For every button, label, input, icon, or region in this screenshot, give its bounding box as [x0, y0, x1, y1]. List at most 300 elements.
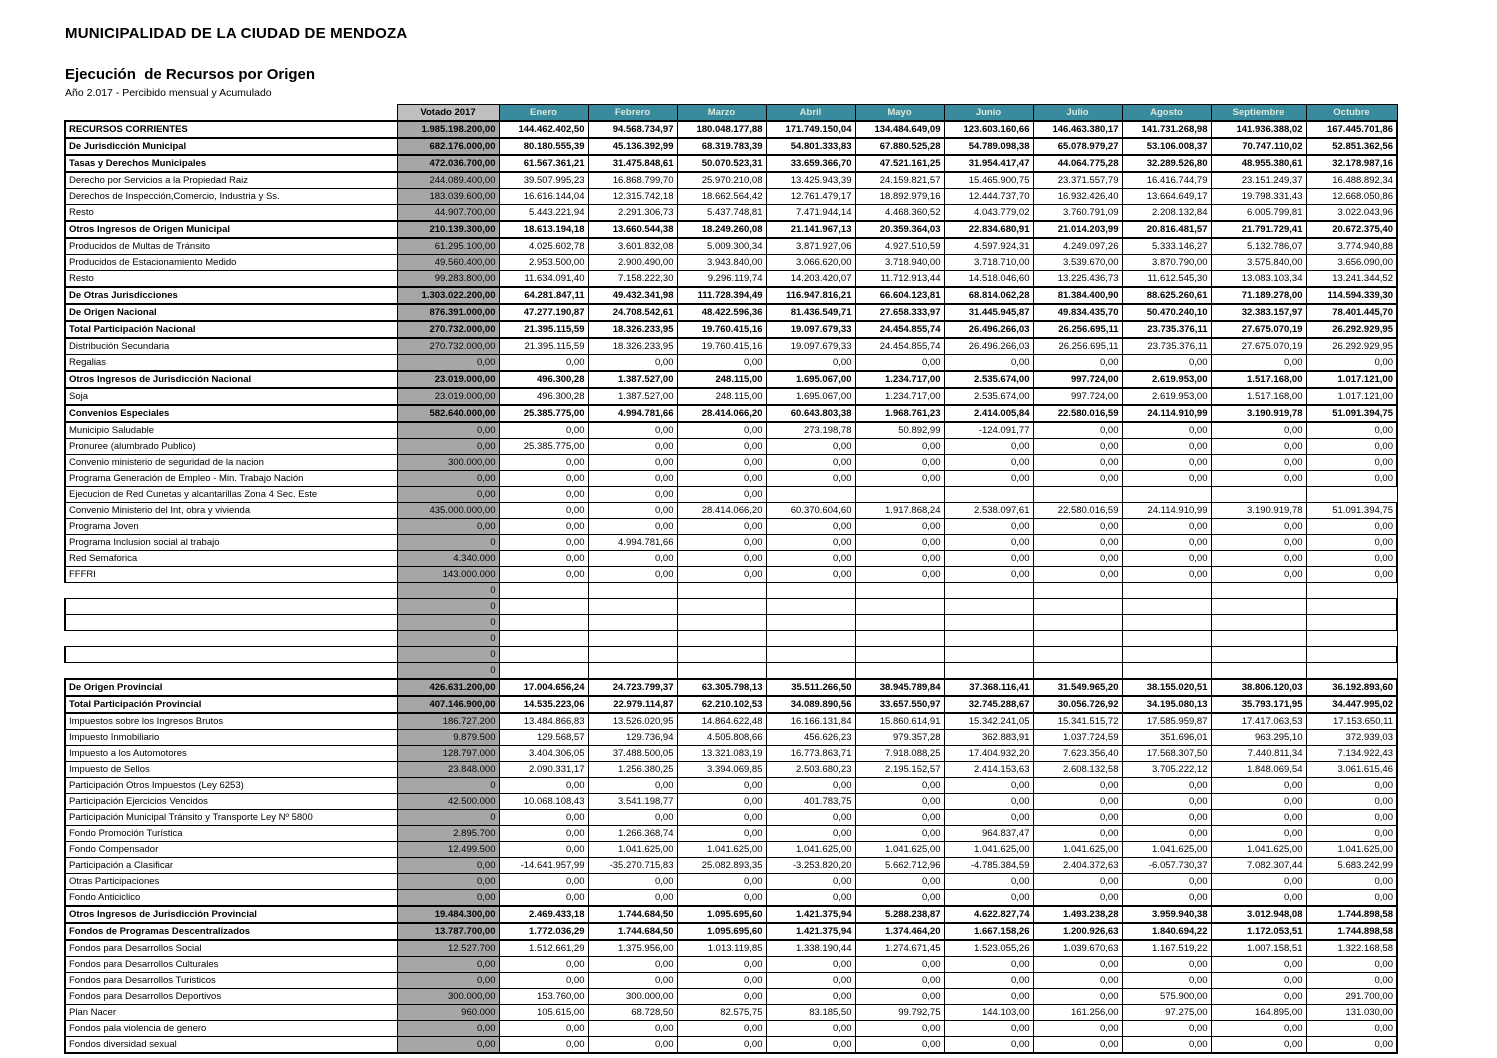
month-cell: 0,00 [766, 973, 855, 989]
month-cell: 0,00 [1306, 551, 1397, 567]
month-cell: 39.507.995,23 [499, 172, 588, 189]
month-cell: 5.437.748,81 [677, 205, 766, 222]
month-cell: 13.241.344,52 [1306, 271, 1397, 288]
month-cell: 1.517.168,00 [1211, 371, 1306, 388]
month-cell: 18.326.233,95 [588, 338, 677, 355]
month-cell: 3.190.919,78 [1211, 405, 1306, 422]
row-label: Derechos de Inspección,Comercio, Industria y Ss. [65, 189, 397, 205]
month-cell: 456.626,23 [766, 730, 855, 746]
month-cell: 0,00 [1306, 874, 1397, 890]
month-cell [1033, 487, 1122, 503]
month-cell [1033, 631, 1122, 647]
month-cell: 0,00 [1306, 355, 1397, 372]
table-row [65, 271, 1397, 288]
month-cell: 3.774.940,88 [1306, 238, 1397, 255]
month-cell: 24.723.799,37 [588, 679, 677, 696]
month-cell [1306, 647, 1397, 663]
month-cell: 23.371.557,79 [1033, 172, 1122, 189]
month-cell: 19.798.331,43 [1211, 189, 1306, 205]
month-cell: 0,00 [1122, 471, 1211, 487]
month-cell: 2.535.674,00 [944, 371, 1033, 388]
month-cell: 3.870.790,00 [1122, 255, 1211, 271]
month-cell: 0,00 [677, 778, 766, 794]
month-cell [1211, 631, 1306, 647]
month-cell [766, 647, 855, 663]
row-label: De Origen Provincial [65, 679, 397, 696]
table-row [65, 551, 1397, 567]
month-cell [944, 487, 1033, 503]
votado-cell: 582.640.000,00 [397, 405, 499, 422]
month-cell: 0,00 [855, 874, 944, 890]
month-cell: 0,00 [1033, 957, 1122, 973]
table-row [65, 858, 1397, 874]
votado-cell: 0,00 [397, 487, 499, 503]
month-cell: 3.718.940,00 [855, 255, 944, 271]
row-label: Pronuree (alumbrado Publico) [65, 439, 397, 455]
row-label: Derecho por Servicios a la Propiedad Raiz [65, 172, 397, 189]
month-cell: 0,00 [855, 535, 944, 551]
section-row [65, 155, 1397, 172]
month-cell: 0,00 [1033, 471, 1122, 487]
month-cell [766, 631, 855, 647]
row-label: De Jurisdicción Municipal [65, 138, 397, 155]
month-cell: 1.375.956,00 [588, 940, 677, 957]
month-cell: 0,00 [1033, 1021, 1122, 1037]
month-cell: 32.178.987,16 [1306, 155, 1397, 172]
month-cell [588, 599, 677, 615]
row-label: Resto [65, 205, 397, 222]
month-cell: 14.864.622,48 [677, 713, 766, 730]
month-cell: 0,00 [588, 519, 677, 535]
month-cell: 0,00 [1122, 1021, 1211, 1037]
month-cell: 17.004.656,24 [499, 679, 588, 696]
votado-cell: 12.527.700 [397, 940, 499, 957]
month-cell: 0,00 [499, 535, 588, 551]
month-cell [1122, 487, 1211, 503]
month-cell: 0,00 [855, 439, 944, 455]
table-row [65, 205, 1397, 222]
month-cell: 9.296.119,74 [677, 271, 766, 288]
month-cell: 3.871.927,06 [766, 238, 855, 255]
month-cell: 63.305.798,13 [677, 679, 766, 696]
section-row [65, 696, 1397, 713]
month-cell: 0,00 [944, 810, 1033, 826]
month-cell: 0,00 [855, 471, 944, 487]
month-cell: 11.634.091,40 [499, 271, 588, 288]
month-cell: 3.190.919,78 [1211, 503, 1306, 519]
month-cell: 0,00 [1211, 778, 1306, 794]
row-label: Impuesto Inmobiliario [65, 730, 397, 746]
month-cell: 2.414.005,84 [944, 405, 1033, 422]
month-cell: 64.281.847,11 [499, 287, 588, 304]
votado-cell: 876.391.000,00 [397, 304, 499, 321]
month-cell: 50.892,99 [855, 422, 944, 439]
month-cell: 13.660.544,38 [588, 221, 677, 238]
month-cell: 0,00 [499, 957, 588, 973]
month-cell: 1.041.625,00 [1033, 842, 1122, 858]
votado-cell: 0,00 [397, 858, 499, 874]
table-row [65, 826, 1397, 842]
month-cell: 3.012.948,08 [1211, 906, 1306, 923]
table-row [65, 730, 1397, 746]
month-cell: 111.728.394,49 [677, 287, 766, 304]
month-cell: 0,00 [588, 487, 677, 503]
month-cell [1122, 631, 1211, 647]
section-row [65, 138, 1397, 155]
month-cell: 82.575,75 [677, 1005, 766, 1021]
month-cell: 4.468.360,52 [855, 205, 944, 222]
column-header-row [65, 105, 1397, 122]
votado-cell: 270.732.000,00 [397, 338, 499, 355]
empty-row [65, 615, 1397, 631]
month-cell: 34.447.995,02 [1306, 696, 1397, 713]
month-cell: 25.082.893,35 [677, 858, 766, 874]
month-cell: 4.927.510,59 [855, 238, 944, 255]
month-cell: -6.057.730,37 [1122, 858, 1211, 874]
month-cell: 1.840.694,22 [1122, 923, 1211, 940]
votado-cell: 0,00 [397, 471, 499, 487]
month-cell: 0,00 [1122, 778, 1211, 794]
month-cell [588, 631, 677, 647]
month-cell: 1.041.625,00 [1306, 842, 1397, 858]
table-row [65, 940, 1397, 957]
table-row [65, 1037, 1397, 1054]
month-cell: 17.568.307,50 [1122, 746, 1211, 762]
month-cell: 13.425.943,39 [766, 172, 855, 189]
month-cell: 575.900,00 [1122, 989, 1211, 1005]
votado-cell: 9.879.500 [397, 730, 499, 746]
month-cell: 0,00 [1306, 973, 1397, 989]
month-cell: 0,00 [855, 973, 944, 989]
month-cell: 13.484.866,83 [499, 713, 588, 730]
table-row [65, 255, 1397, 271]
month-cell: 19.097.679,33 [766, 338, 855, 355]
month-cell: 0,00 [944, 973, 1033, 989]
month-cell: 0,00 [1306, 519, 1397, 535]
month-cell: 0,00 [1306, 826, 1397, 842]
month-cell: 0,00 [677, 794, 766, 810]
row-label: Total Participación Provincial [65, 696, 397, 713]
month-cell: 1.338.190,44 [766, 940, 855, 957]
month-cell: 0,00 [677, 890, 766, 907]
page-subtitle: Año 2.017 - Percibido mensual y Acumulado [65, 87, 272, 99]
table-row [65, 810, 1397, 826]
month-cell [1033, 583, 1122, 599]
month-cell: 1.234.717,00 [855, 371, 944, 388]
month-cell: 997.724,00 [1033, 371, 1122, 388]
votado-cell: 0 [397, 663, 499, 680]
month-cell: 161.256,00 [1033, 1005, 1122, 1021]
month-cell: 35.793.171,95 [1211, 696, 1306, 713]
votado-cell: 300.000,00 [397, 989, 499, 1005]
month-cell: 23.151.249,37 [1211, 172, 1306, 189]
month-cell: 0,00 [1033, 778, 1122, 794]
month-cell: 1.167.519,22 [1122, 940, 1211, 957]
month-cell: 0,00 [1122, 551, 1211, 567]
month-cell: 123.603.160,66 [944, 121, 1033, 138]
votado-cell: 0,00 [397, 890, 499, 907]
month-cell: 0,00 [1122, 826, 1211, 842]
month-cell: 37.488.500,05 [588, 746, 677, 762]
month-cell: 0,00 [588, 1037, 677, 1054]
month-cell: 1.848.069,54 [1211, 762, 1306, 778]
month-cell: 0,00 [1122, 874, 1211, 890]
month-cell: 1.387.527,00 [588, 371, 677, 388]
month-cell: 4.025.602,78 [499, 238, 588, 255]
month-cell: 1.172.053,51 [1211, 923, 1306, 940]
month-cell: 44.064.775,28 [1033, 155, 1122, 172]
month-cell: 97.275,00 [1122, 1005, 1211, 1021]
row-label: Fondo Compensador [65, 842, 397, 858]
month-cell [766, 487, 855, 503]
month-cell: 0,00 [499, 810, 588, 826]
table-row [65, 989, 1397, 1005]
month-cell: 0,00 [1211, 455, 1306, 471]
month-cell: 0,00 [1122, 794, 1211, 810]
month-cell: 0,00 [1122, 519, 1211, 535]
month-cell: 0,00 [855, 810, 944, 826]
votado-cell: 0,00 [397, 1021, 499, 1037]
month-cell: 15.342.241,05 [944, 713, 1033, 730]
month-cell: 25.385.775,00 [499, 405, 588, 422]
row-label: Plan Nacer [65, 1005, 397, 1021]
month-cell: 0,00 [766, 455, 855, 471]
month-cell: 21.014.203,99 [1033, 221, 1122, 238]
month-cell: 0,00 [944, 778, 1033, 794]
month-cell: 0,00 [766, 439, 855, 455]
votado-cell: 19.484.300,00 [397, 906, 499, 923]
month-cell: 34.195.080,13 [1122, 696, 1211, 713]
month-cell: 21.395.115,59 [499, 321, 588, 338]
month-cell: 0,00 [766, 989, 855, 1005]
month-cell: 18.249.260,08 [677, 221, 766, 238]
month-cell: 1.667.158,26 [944, 923, 1033, 940]
votado-cell: 0,00 [397, 874, 499, 890]
month-cell: 964.837,47 [944, 826, 1033, 842]
month-cell: 4.994.781,66 [588, 405, 677, 422]
month-cell: 0,00 [499, 778, 588, 794]
month-cell: 164.895,00 [1211, 1005, 1306, 1021]
month-cell: 1.374.464,20 [855, 923, 944, 940]
month-cell: 0,00 [1122, 890, 1211, 907]
month-column-header: Agosto [1122, 105, 1211, 122]
month-cell: 99.792,75 [855, 1005, 944, 1021]
month-cell: 5.443.221,94 [499, 205, 588, 222]
month-cell: 6.005.799,81 [1211, 205, 1306, 222]
month-cell: 0,00 [499, 519, 588, 535]
row-label: Impuesto a los Automotores [65, 746, 397, 762]
votado-cell: 143.000.000 [397, 567, 499, 583]
month-cell: 38.806.120,03 [1211, 679, 1306, 696]
month-cell: 0,00 [855, 551, 944, 567]
month-cell: 0,00 [677, 355, 766, 372]
month-cell: 273.198,78 [766, 422, 855, 439]
month-cell: 0,00 [588, 471, 677, 487]
month-cell [1122, 647, 1211, 663]
votado-cell: 0,00 [397, 973, 499, 989]
month-cell: 0,00 [766, 567, 855, 583]
month-cell: 0,00 [677, 1021, 766, 1037]
month-cell: 291.700,00 [1306, 989, 1397, 1005]
month-cell: 3.066.620,00 [766, 255, 855, 271]
table-row [65, 746, 1397, 762]
row-label: Soja [65, 388, 397, 405]
month-cell: 997.724,00 [1033, 388, 1122, 405]
month-cell [677, 663, 766, 680]
month-cell: 38.945.789,84 [855, 679, 944, 696]
month-cell: 1.772.036,29 [499, 923, 588, 940]
votado-cell: 472.036.700,00 [397, 155, 499, 172]
month-cell [1033, 663, 1122, 680]
month-cell: 28.414.066,20 [677, 405, 766, 422]
month-column-header: Septiembre [1211, 105, 1306, 122]
month-cell: 496.300,28 [499, 371, 588, 388]
month-cell: 51.091.394,75 [1306, 405, 1397, 422]
month-cell: 0,00 [766, 355, 855, 372]
month-cell: 146.463.380,17 [1033, 121, 1122, 138]
month-cell: 0,00 [499, 455, 588, 471]
votado-cell: 244.089.400,00 [397, 172, 499, 189]
month-cell: 11.612.545,30 [1122, 271, 1211, 288]
row-label: Convenios Especiales [65, 405, 397, 422]
month-cell: 15.465.900,75 [944, 172, 1033, 189]
month-cell: 60.643.803,38 [766, 405, 855, 422]
month-cell: 3.539.670,00 [1033, 255, 1122, 271]
month-cell: 47.521.161,25 [855, 155, 944, 172]
month-cell: 21.141.967,13 [766, 221, 855, 238]
table-body [65, 121, 1397, 1053]
table-row [65, 519, 1397, 535]
month-cell: 0,00 [1122, 439, 1211, 455]
table-row [65, 890, 1397, 907]
month-column-header: Junio [944, 105, 1033, 122]
month-column-header: Julio [1033, 105, 1122, 122]
month-cell: 3.656.090,00 [1306, 255, 1397, 271]
month-cell [1306, 663, 1397, 680]
month-cell: 0,00 [677, 957, 766, 973]
votado-cell: 13.787.700,00 [397, 923, 499, 940]
month-cell: 1.095.695,60 [677, 906, 766, 923]
month-cell: 0,00 [1306, 810, 1397, 826]
month-cell: 0,00 [1122, 535, 1211, 551]
month-cell: 51.091.394,75 [1306, 503, 1397, 519]
section-row [65, 287, 1397, 304]
month-cell [499, 647, 588, 663]
row-label: Convenio Ministerio del Int, obra y vivienda [65, 503, 397, 519]
month-cell: 1.744.684,50 [588, 906, 677, 923]
votado-cell: 407.146.900,00 [397, 696, 499, 713]
month-cell: 3.541.198,77 [588, 794, 677, 810]
row-label: Participación Municipal Tránsito y Transporte Ley Nº 5800 [65, 810, 397, 826]
month-cell [588, 663, 677, 680]
month-cell: -124.091,77 [944, 422, 1033, 439]
month-cell: 141.936.388,02 [1211, 121, 1306, 138]
month-cell: 105.615,00 [499, 1005, 588, 1021]
month-cell: 5.333.146,27 [1122, 238, 1211, 255]
row-label: Resto [65, 271, 397, 288]
month-cell: 0,00 [944, 957, 1033, 973]
month-cell: 1.095.695,60 [677, 923, 766, 940]
table-row [65, 778, 1397, 794]
month-cell: 0,00 [766, 957, 855, 973]
month-cell: 0,00 [855, 567, 944, 583]
month-cell: 50.470.240,10 [1122, 304, 1211, 321]
month-cell: 0,00 [944, 1021, 1033, 1037]
votado-cell: 0 [397, 599, 499, 615]
month-cell [677, 615, 766, 631]
month-cell: 0,00 [766, 535, 855, 551]
month-cell: 0,00 [1033, 973, 1122, 989]
month-cell: 2.404.372,63 [1033, 858, 1122, 874]
month-cell: 0,00 [588, 957, 677, 973]
month-cell: 19.760.415,16 [677, 321, 766, 338]
row-label: Programa Generación de Empleo - Min. Trabajo Nación [65, 471, 397, 487]
empty-row [65, 647, 1397, 663]
month-cell [766, 583, 855, 599]
row-label: Impuesto de Sellos [65, 762, 397, 778]
month-cell: 0,00 [499, 503, 588, 519]
month-cell: 0,00 [1211, 535, 1306, 551]
row-label: Impuestos sobre los Ingresos Brutos [65, 713, 397, 730]
section-row [65, 304, 1397, 321]
month-cell: 0,00 [677, 455, 766, 471]
table-row [65, 172, 1397, 189]
votado-cell: 0,00 [397, 957, 499, 973]
votado-cell: 0 [397, 647, 499, 663]
month-cell: 21.791.729,41 [1211, 221, 1306, 238]
month-cell: 0,00 [855, 826, 944, 842]
table-row [65, 422, 1397, 439]
month-cell: 144.462.402,50 [499, 121, 588, 138]
month-cell: 2.619.953,00 [1122, 371, 1211, 388]
month-cell [1033, 647, 1122, 663]
month-cell: 26.292.929,95 [1306, 338, 1397, 355]
votado-cell: 270.732.000,00 [397, 321, 499, 338]
month-cell: 1.512.661,29 [499, 940, 588, 957]
month-column-header: Mayo [855, 105, 944, 122]
month-cell [1211, 599, 1306, 615]
month-cell: 27.675.070,19 [1211, 338, 1306, 355]
month-cell: 0,00 [944, 874, 1033, 890]
month-cell: 31.475.848,61 [588, 155, 677, 172]
month-cell: 45.136.392,99 [588, 138, 677, 155]
month-cell: 0,00 [1033, 551, 1122, 567]
month-cell: 47.277.190,87 [499, 304, 588, 321]
month-cell: 1.013.119,85 [677, 940, 766, 957]
month-cell: 0,00 [944, 471, 1033, 487]
row-label [65, 583, 397, 599]
month-cell: 16.773.863,71 [766, 746, 855, 762]
month-cell: 25.970.210,08 [677, 172, 766, 189]
month-cell: 15.341.515,72 [1033, 713, 1122, 730]
month-cell [677, 647, 766, 663]
month-cell: 48.422.596,36 [677, 304, 766, 321]
month-cell: 68.319.783,39 [677, 138, 766, 155]
month-cell: 3.575.840,00 [1211, 255, 1306, 271]
month-cell: 2.291.306,73 [588, 205, 677, 222]
month-cell: 0,00 [1211, 422, 1306, 439]
month-cell: 19.760.415,16 [677, 338, 766, 355]
month-cell: 0,00 [944, 535, 1033, 551]
month-cell: 0,00 [588, 973, 677, 989]
month-cell [1122, 663, 1211, 680]
month-cell: 34.089.890,56 [766, 696, 855, 713]
row-label: Otras Participaciones [65, 874, 397, 890]
month-cell: 5.288.238,87 [855, 906, 944, 923]
month-cell [1122, 615, 1211, 631]
votado-cell: 0,00 [397, 422, 499, 439]
month-cell: 26.256.695,11 [1033, 338, 1122, 355]
